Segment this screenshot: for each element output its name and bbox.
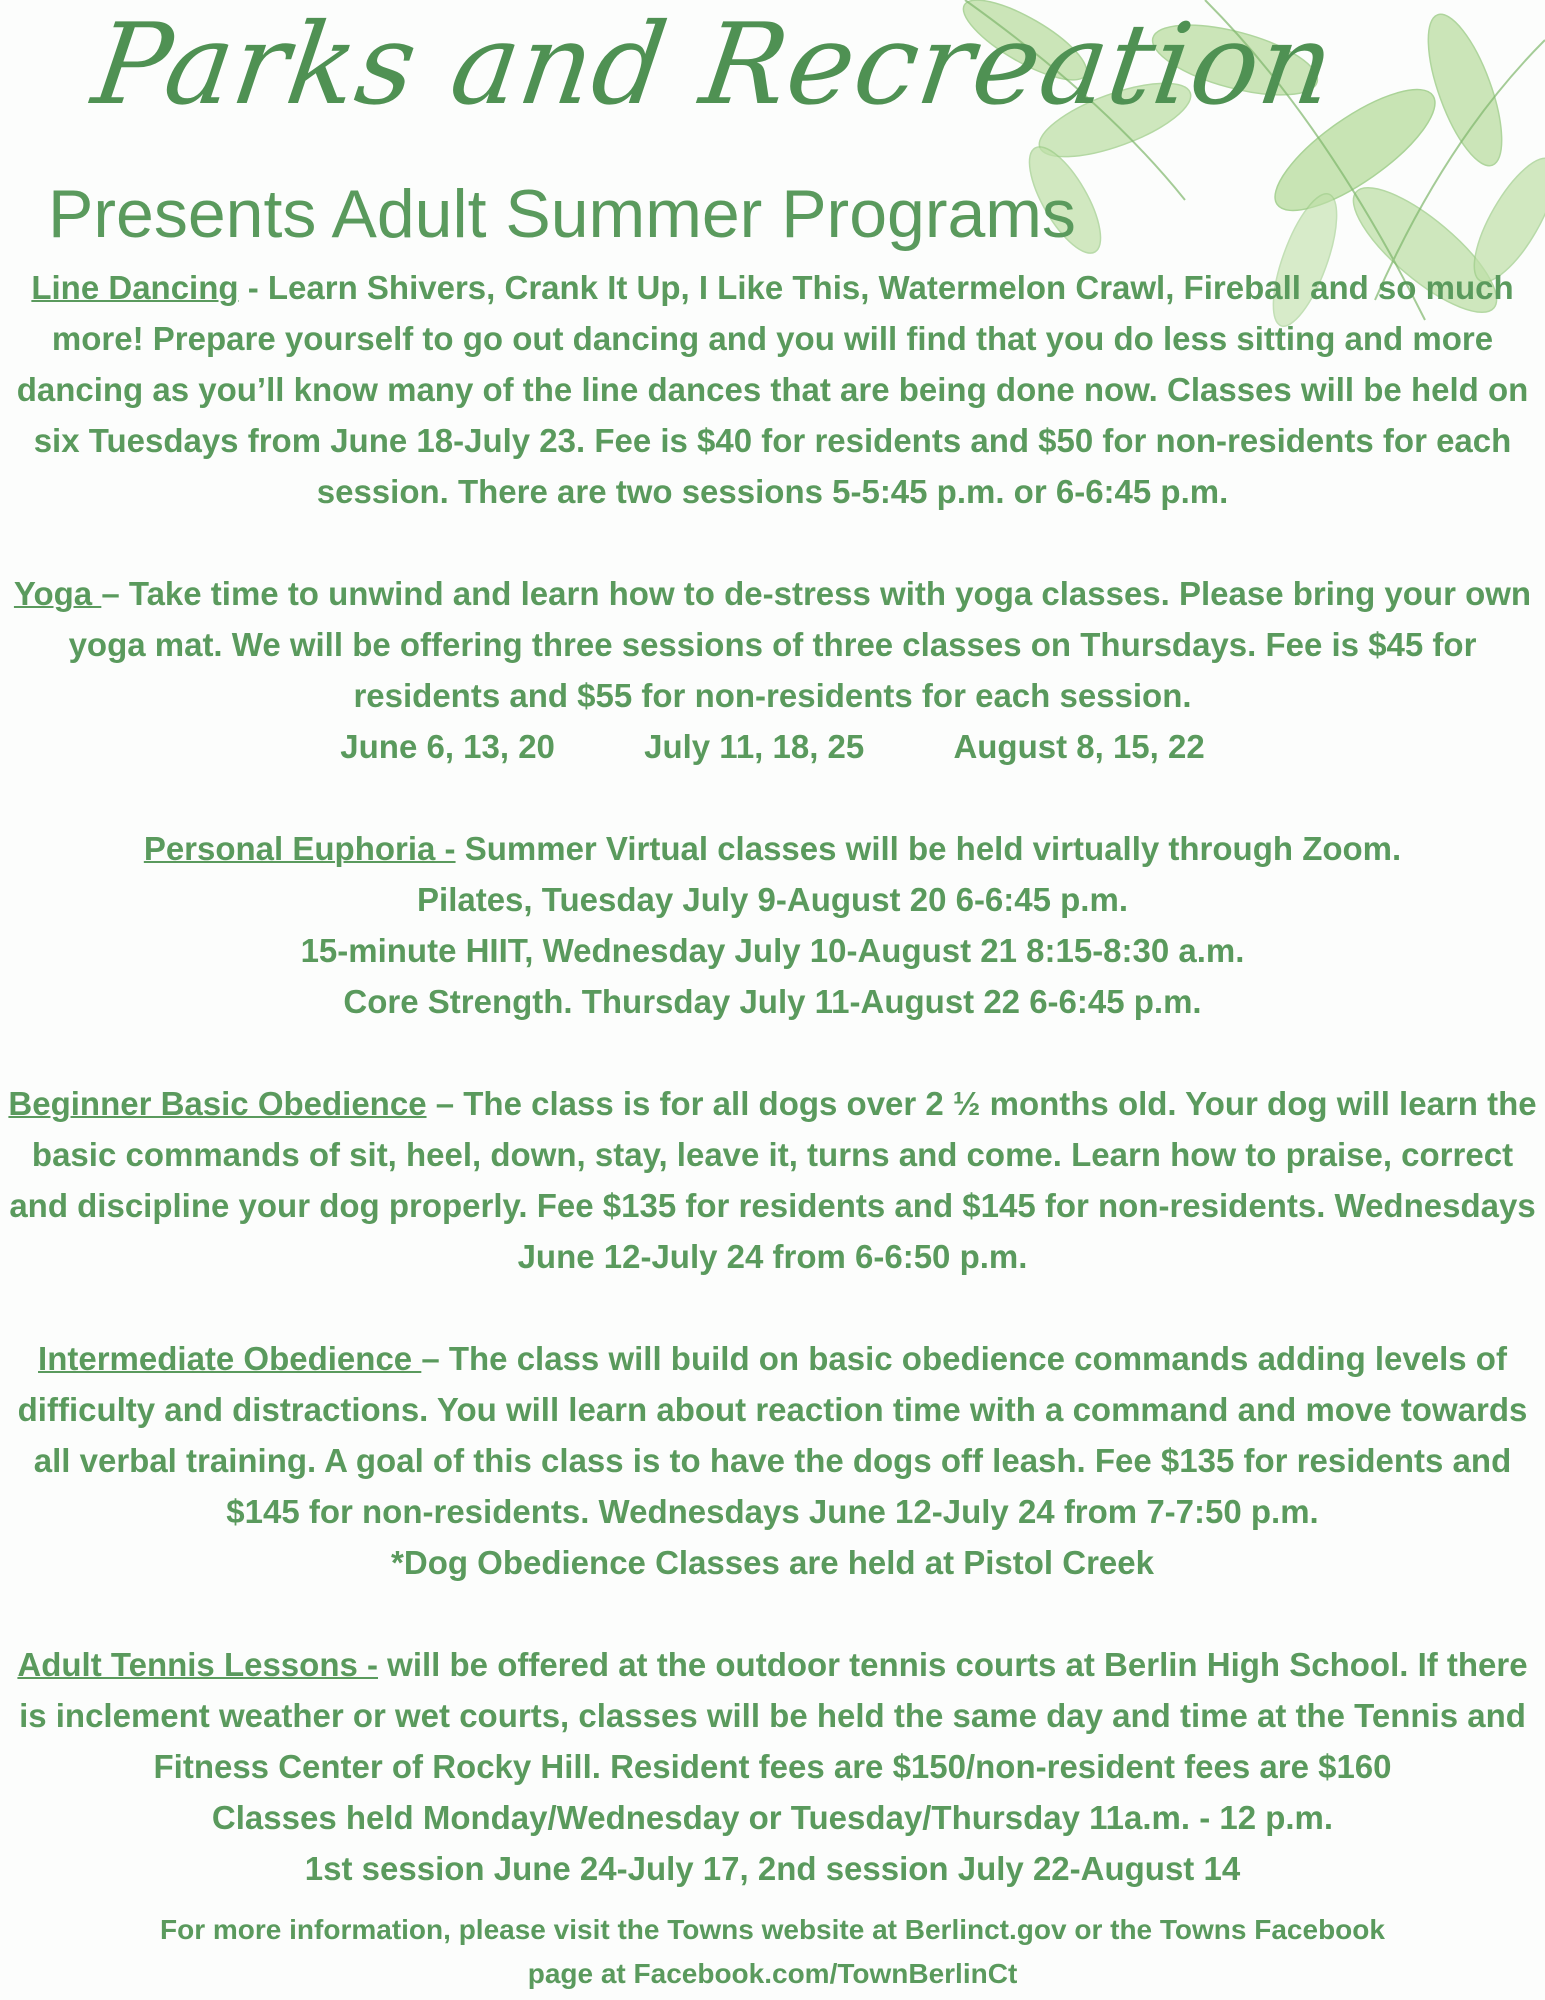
program-personal-euphoria: [0, 823, 1545, 1027]
program-beginner-obedience: [0, 1078, 1545, 1282]
footer-line: For more information, please visit the Towns website at Berlinct.gov or the Towns Facebook: [160, 1914, 1385, 1945]
program-name: Adult Tennis Lessons -: [17, 1646, 378, 1683]
footer-info: [0, 1908, 1545, 1996]
program-name: Yoga: [13, 575, 102, 612]
class-schedule-line: Classes held Monday/Wednesday or Tuesday/Thursday 11a.m. - 12 p.m.: [211, 1799, 1334, 1836]
program-intermediate-obedience: [0, 1333, 1545, 1588]
yoga-session-dates: June 6, 13, 20: [340, 728, 555, 765]
programs-list: [0, 262, 1545, 1945]
page-title: Parks and Recreation: [85, 0, 1343, 130]
program-separator: [378, 1646, 387, 1683]
program-name: Line Dancing: [31, 269, 239, 306]
class-schedule-line: 15-minute HIIT, Wednesday July 10-August 21 8:15-8:30 a.m.: [300, 932, 1245, 969]
location-note: *Dog Obedience Classes are held at Pistol Creek: [391, 1544, 1154, 1581]
program-name: Beginner Basic Obedience: [8, 1085, 427, 1122]
program-separator: –: [426, 1085, 464, 1122]
yoga-session-dates: July 11, 18, 25: [644, 728, 865, 765]
program-description: Take time to unwind and learn how to de-stress with yoga classes. Please bring your own yoga mat. We will be offering three sessions of three classes on Thursdays. Fee is $45 for residents and $55 for non-residents for each session.: [68, 575, 1532, 714]
program-line-dancing: [0, 262, 1545, 517]
program-description: The class will build on basic obedience commands adding levels of difficulty and distractions. You will learn about reaction time with a command and move towards all verbal training. A goal of this class is to have the dogs off leash. Fee $135 for residents and $145 for non-residents. Wednesdays June 12-July 24 from 7-7:50 p.m.: [17, 1340, 1528, 1530]
program-yoga: [0, 568, 1545, 772]
program-description: Learn Shivers, Crank It Up, I Like This, Watermelon Crawl, Fireball and so much more! Prepare yourself to go out dancing and you will find that you do less sitting and more dancing as you’ll know many of the line dances that are being done now. Classes will be held on six Tuesdays from June 18-July 23. Fee is $40 for residents and $50 for non-residents for each session. There are two sessions 5-5:45 p.m. or 6-6:45 p.m.: [16, 269, 1529, 510]
footer-line: page at Facebook.com/TownBerlinCt: [527, 1958, 1018, 1989]
program-separator: –: [421, 1340, 449, 1377]
program-separator: -: [238, 269, 268, 306]
class-schedule-line: 1st session June 24-July 17, 2nd session July 22-August 14: [304, 1850, 1241, 1887]
program-adult-tennis: [0, 1639, 1545, 1894]
program-name: Intermediate Obedience: [38, 1340, 422, 1377]
yoga-dates: [0, 721, 1545, 772]
program-description: The class is for all dogs over 2 ½ months old. Your dog will learn the basic commands of sit, heel, down, stay, leave it, turns and come. Learn how to praise, correct and discipline your dog properly. Fee $135 for residents and $145 for non-residents. Wednesdays June 12-July 24 from 6-6:50 p.m.: [9, 1085, 1537, 1275]
class-schedule-line: Pilates, Tuesday July 9-August 20 6-6:45 p.m.: [417, 881, 1128, 918]
program-description: Summer Virtual classes will be held virtually through Zoom.: [464, 830, 1402, 867]
program-name: Personal Euphoria -: [143, 830, 456, 867]
program-separator: –: [101, 575, 129, 612]
class-schedule-line: Core Strength. Thursday July 11-August 22 6-6:45 p.m.: [343, 983, 1202, 1020]
program-description: will be offered at the outdoor tennis courts at Berlin High School. If there is inclement weather or wet courts, classes will be held the same day and time at the Tennis and Fitness Center of Rocky Hill. Resident fees are $150/non-resident fees are $160: [19, 1646, 1528, 1785]
yoga-session-dates: August 8, 15, 22: [953, 728, 1205, 765]
page-subtitle: Presents Adult Summer Programs: [48, 176, 1076, 252]
program-separator: [456, 830, 465, 867]
